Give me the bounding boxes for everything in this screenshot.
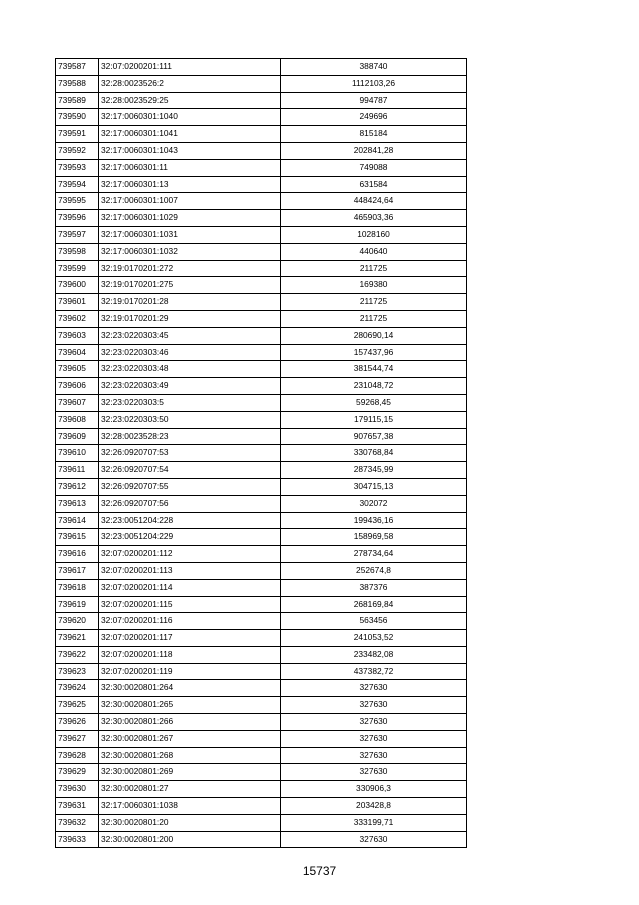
cadastral-value-cell: 563456: [281, 613, 467, 630]
cadastral-number-cell: 32:30:0020801:267: [99, 730, 281, 747]
cadastral-number-cell: 32:30:0020801:269: [99, 764, 281, 781]
cadastral-value-cell: 327630: [281, 831, 467, 848]
cadastral-value-cell: 252674,8: [281, 562, 467, 579]
table-row: [56, 478, 467, 495]
row-id-cell: 739624: [56, 680, 99, 697]
table-row: [56, 680, 467, 697]
row-id-cell: 739630: [56, 781, 99, 798]
cadastral-number-cell: 32:07:0200201:112: [99, 546, 281, 563]
cadastral-value-cell: 169380: [281, 277, 467, 294]
cadastral-number-cell: 32:07:0200201:117: [99, 630, 281, 647]
cadastral-value-cell: 199436,16: [281, 512, 467, 529]
table-row: [56, 142, 467, 159]
table-row: [56, 361, 467, 378]
cadastral-number-cell: 32:19:0170201:275: [99, 277, 281, 294]
table-row: [56, 193, 467, 210]
table-row: [56, 747, 467, 764]
table-row: [56, 394, 467, 411]
row-id-cell: 739588: [56, 75, 99, 92]
table-row: [56, 814, 467, 831]
cadastral-number-cell: 32:26:0920707:56: [99, 495, 281, 512]
cadastral-number-cell: 32:26:0920707:55: [99, 478, 281, 495]
cadastral-value-cell: 179115,15: [281, 411, 467, 428]
cadastral-number-cell: 32:23:0220303:45: [99, 327, 281, 344]
cadastral-value-cell: 387376: [281, 579, 467, 596]
table-row: [56, 798, 467, 815]
table-row: [56, 529, 467, 546]
cadastral-number-cell: 32:19:0170201:28: [99, 294, 281, 311]
table-row: [56, 495, 467, 512]
cadastral-value-cell: 280690,14: [281, 327, 467, 344]
row-id-cell: 739610: [56, 445, 99, 462]
row-id-cell: 739603: [56, 327, 99, 344]
row-id-cell: 739622: [56, 646, 99, 663]
cadastral-value-cell: 327630: [281, 680, 467, 697]
table-row: [56, 109, 467, 126]
cadastral-number-cell: 32:07:0200201:113: [99, 562, 281, 579]
cadastral-value-cell: 437382,72: [281, 663, 467, 680]
table-row: [56, 562, 467, 579]
row-id-cell: 739620: [56, 613, 99, 630]
table-row: [56, 176, 467, 193]
cadastral-number-cell: 32:17:0060301:1031: [99, 226, 281, 243]
cadastral-value-cell: 231048,72: [281, 378, 467, 395]
table-row: [56, 344, 467, 361]
row-id-cell: 739590: [56, 109, 99, 126]
cadastral-number-cell: 32:28:0023528:23: [99, 428, 281, 445]
cadastral-value-cell: 202841,28: [281, 142, 467, 159]
row-id-cell: 739629: [56, 764, 99, 781]
cadastral-number-cell: 32:07:0200201:116: [99, 613, 281, 630]
page-number: 15737: [302, 864, 337, 878]
table-row: [56, 210, 467, 227]
cadastral-value-cell: 907657,38: [281, 428, 467, 445]
cadastral-value-table: [55, 58, 467, 848]
row-id-cell: 739621: [56, 630, 99, 647]
table-row: [56, 294, 467, 311]
cadastral-number-cell: 32:30:0020801:264: [99, 680, 281, 697]
row-id-cell: 739613: [56, 495, 99, 512]
cadastral-value-cell: 59268,45: [281, 394, 467, 411]
table-row: [56, 445, 467, 462]
table-row: [56, 59, 467, 76]
row-id-cell: 739600: [56, 277, 99, 294]
cadastral-number-cell: 32:17:0060301:1007: [99, 193, 281, 210]
row-id-cell: 739623: [56, 663, 99, 680]
table-body: [56, 59, 467, 848]
table-row: [56, 831, 467, 848]
table-row: [56, 310, 467, 327]
cadastral-value-cell: 249696: [281, 109, 467, 126]
table-row: [56, 613, 467, 630]
cadastral-value-cell: 381544,74: [281, 361, 467, 378]
table-row: [56, 277, 467, 294]
cadastral-value-cell: 211725: [281, 310, 467, 327]
table-row: [56, 226, 467, 243]
cadastral-value-cell: 749088: [281, 159, 467, 176]
cadastral-number-cell: 32:07:0200201:114: [99, 579, 281, 596]
row-id-cell: 739612: [56, 478, 99, 495]
cadastral-number-cell: 32:17:0060301:1040: [99, 109, 281, 126]
cadastral-value-cell: 304715,13: [281, 478, 467, 495]
row-id-cell: 739598: [56, 243, 99, 260]
row-id-cell: 739605: [56, 361, 99, 378]
table-row: [56, 411, 467, 428]
row-id-cell: 739601: [56, 294, 99, 311]
table-row: [56, 327, 467, 344]
cadastral-number-cell: 32:28:0023529:25: [99, 92, 281, 109]
row-id-cell: 739619: [56, 596, 99, 613]
cadastral-value-cell: 203428,8: [281, 798, 467, 815]
cadastral-value-cell: 631584: [281, 176, 467, 193]
cadastral-value-cell: 327630: [281, 714, 467, 731]
cadastral-number-cell: 32:17:0060301:1041: [99, 126, 281, 143]
cadastral-value-cell: 448424,64: [281, 193, 467, 210]
table-row: [56, 714, 467, 731]
table-row: [56, 730, 467, 747]
table-row: [56, 462, 467, 479]
row-id-cell: 739609: [56, 428, 99, 445]
cadastral-number-cell: 32:23:0220303:50: [99, 411, 281, 428]
cadastral-number-cell: 32:17:0060301:1038: [99, 798, 281, 815]
cadastral-number-cell: 32:07:0200201:118: [99, 646, 281, 663]
cadastral-value-cell: 278734,64: [281, 546, 467, 563]
cadastral-number-cell: 32:17:0060301:1043: [99, 142, 281, 159]
row-id-cell: 739615: [56, 529, 99, 546]
row-id-cell: 739593: [56, 159, 99, 176]
row-id-cell: 739599: [56, 260, 99, 277]
row-id-cell: 739604: [56, 344, 99, 361]
row-id-cell: 739606: [56, 378, 99, 395]
row-id-cell: 739627: [56, 730, 99, 747]
row-id-cell: 739602: [56, 310, 99, 327]
cadastral-number-cell: 32:30:0020801:20: [99, 814, 281, 831]
cadastral-number-cell: 32:17:0060301:1029: [99, 210, 281, 227]
cadastral-value-cell: 327630: [281, 730, 467, 747]
row-id-cell: 739608: [56, 411, 99, 428]
cadastral-number-cell: 32:30:0020801:200: [99, 831, 281, 848]
row-id-cell: 739618: [56, 579, 99, 596]
table-row: [56, 92, 467, 109]
cadastral-number-cell: 32:26:0920707:53: [99, 445, 281, 462]
cadastral-number-cell: 32:30:0020801:268: [99, 747, 281, 764]
row-id-cell: 739614: [56, 512, 99, 529]
cadastral-value-cell: 158969,58: [281, 529, 467, 546]
cadastral-value-cell: 327630: [281, 697, 467, 714]
row-id-cell: 739595: [56, 193, 99, 210]
cadastral-value-cell: 1028160: [281, 226, 467, 243]
row-id-cell: 739625: [56, 697, 99, 714]
table-row: [56, 243, 467, 260]
cadastral-number-cell: 32:23:0220303:48: [99, 361, 281, 378]
cadastral-number-cell: 32:28:0023526:2: [99, 75, 281, 92]
cadastral-value-cell: 815184: [281, 126, 467, 143]
cadastral-value-cell: 287345,99: [281, 462, 467, 479]
table-row: [56, 75, 467, 92]
cadastral-value-cell: 233482,08: [281, 646, 467, 663]
cadastral-value-cell: 157437,96: [281, 344, 467, 361]
table-row: [56, 126, 467, 143]
row-id-cell: 739597: [56, 226, 99, 243]
row-id-cell: 739587: [56, 59, 99, 76]
cadastral-number-cell: 32:23:0220303:5: [99, 394, 281, 411]
row-id-cell: 739616: [56, 546, 99, 563]
table-row: [56, 663, 467, 680]
table-row: [56, 630, 467, 647]
table-row: [56, 596, 467, 613]
row-id-cell: 739633: [56, 831, 99, 848]
cadastral-value-cell: 440640: [281, 243, 467, 260]
cadastral-value-cell: 330906,3: [281, 781, 467, 798]
table-row: [56, 378, 467, 395]
table-row: [56, 646, 467, 663]
row-id-cell: 739594: [56, 176, 99, 193]
cadastral-number-cell: 32:17:0060301:11: [99, 159, 281, 176]
cadastral-number-cell: 32:17:0060301:13: [99, 176, 281, 193]
table-row: [56, 512, 467, 529]
row-id-cell: 739591: [56, 126, 99, 143]
cadastral-value-cell: 302072: [281, 495, 467, 512]
row-id-cell: 739596: [56, 210, 99, 227]
cadastral-value-cell: 994787: [281, 92, 467, 109]
row-id-cell: 739617: [56, 562, 99, 579]
cadastral-value-cell: 211725: [281, 294, 467, 311]
cadastral-value-cell: 241053,52: [281, 630, 467, 647]
cadastral-value-cell: 1112103,26: [281, 75, 467, 92]
cadastral-number-cell: 32:30:0020801:27: [99, 781, 281, 798]
cadastral-value-cell: 388740: [281, 59, 467, 76]
cadastral-value-cell: 327630: [281, 747, 467, 764]
cadastral-number-cell: 32:17:0060301:1032: [99, 243, 281, 260]
cadastral-number-cell: 32:07:0200201:111: [99, 59, 281, 76]
table-row: [56, 764, 467, 781]
cadastral-number-cell: 32:30:0020801:265: [99, 697, 281, 714]
row-id-cell: 739628: [56, 747, 99, 764]
row-id-cell: 739592: [56, 142, 99, 159]
cadastral-value-cell: 327630: [281, 764, 467, 781]
table-row: [56, 428, 467, 445]
table-row: [56, 781, 467, 798]
cadastral-number-cell: 32:23:0220303:49: [99, 378, 281, 395]
table-row: [56, 697, 467, 714]
cadastral-number-cell: 32:07:0200201:119: [99, 663, 281, 680]
cadastral-value-cell: 465903,36: [281, 210, 467, 227]
cadastral-value-cell: 333199,71: [281, 814, 467, 831]
cadastral-number-cell: 32:23:0051204:228: [99, 512, 281, 529]
table-row: [56, 579, 467, 596]
table-row: [56, 159, 467, 176]
cadastral-number-cell: 32:19:0170201:29: [99, 310, 281, 327]
cadastral-number-cell: 32:23:0220303:46: [99, 344, 281, 361]
cadastral-number-cell: 32:23:0051204:229: [99, 529, 281, 546]
row-id-cell: 739589: [56, 92, 99, 109]
cadastral-number-cell: 32:07:0200201:115: [99, 596, 281, 613]
cadastral-number-cell: 32:19:0170201:272: [99, 260, 281, 277]
cadastral-value-cell: 211725: [281, 260, 467, 277]
cadastral-value-cell: 330768,84: [281, 445, 467, 462]
cadastral-value-cell: 268169,84: [281, 596, 467, 613]
row-id-cell: 739632: [56, 814, 99, 831]
row-id-cell: 739626: [56, 714, 99, 731]
row-id-cell: 739611: [56, 462, 99, 479]
cadastral-number-cell: 32:30:0020801:266: [99, 714, 281, 731]
row-id-cell: 739631: [56, 798, 99, 815]
row-id-cell: 739607: [56, 394, 99, 411]
table-row: [56, 546, 467, 563]
cadastral-number-cell: 32:26:0920707:54: [99, 462, 281, 479]
table-row: [56, 260, 467, 277]
